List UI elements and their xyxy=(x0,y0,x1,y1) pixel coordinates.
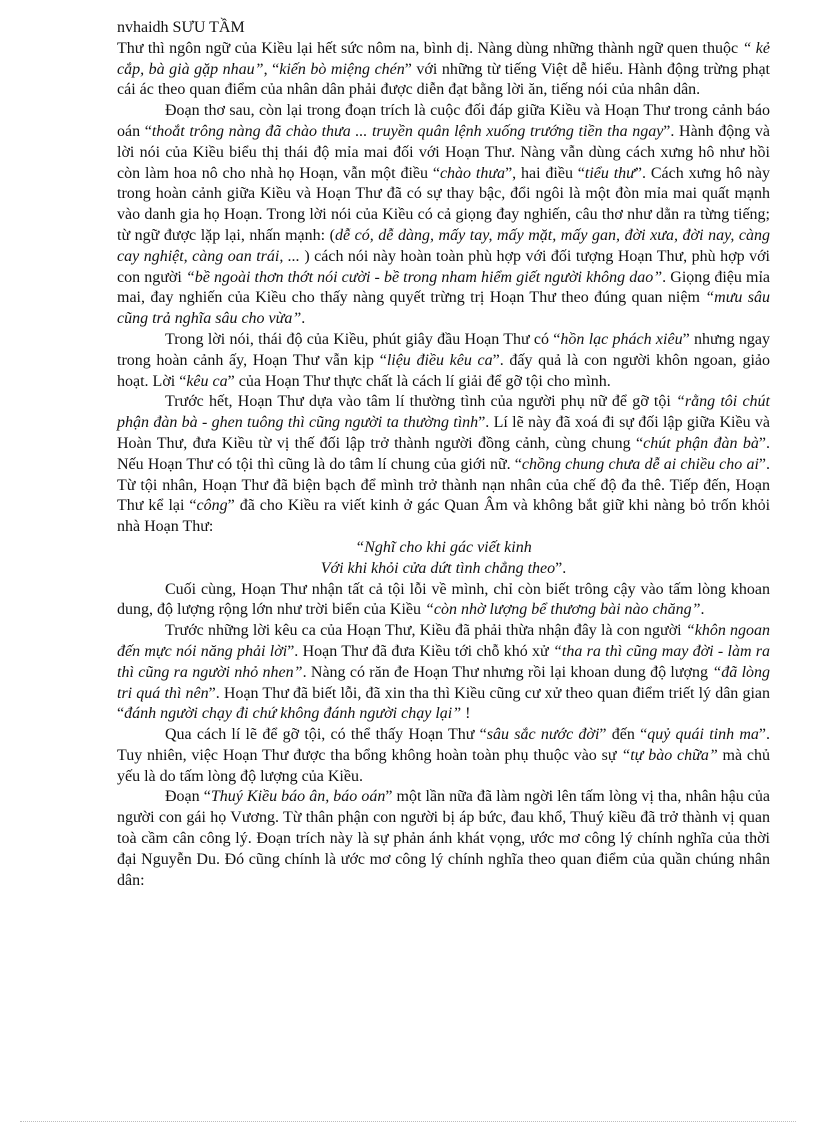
text-run: ”, hai điều “ xyxy=(505,164,585,182)
italic-phrase: kiến bò miệng chén xyxy=(279,60,405,78)
text-run: Cuối cùng, Hoạn Thư nhận tất cả tội lỗi về mình, chỉ còn biết trông cậy vào tấm lòng khoan dung, độ lượng rộng lớn như trời biển của Kiều xyxy=(117,580,770,619)
text-run: Thư thì ngôn ngữ của Kiều lại hết sức nôm na, bình dị. Nàng dùng những thành ngữ quen thuộc xyxy=(117,39,743,57)
italic-phrase: Thuý Kiều báo ân, báo oán xyxy=(210,788,386,806)
italic-phrase: quỷ quái tinh ma xyxy=(647,726,759,744)
paragraph-5 xyxy=(117,580,770,622)
text-run: ”. đấy quả là con người khôn ngoan, giảo hoạt. Lời “ xyxy=(117,351,770,390)
paragraph-7 xyxy=(117,725,770,787)
text-run: Đoạn “ xyxy=(165,788,211,806)
verse-quote xyxy=(117,538,770,580)
italic-phrase: tiểu thư xyxy=(584,164,635,182)
italic-phrase: chút phận đàn bà xyxy=(643,434,759,452)
text-run: ” đến “ xyxy=(599,726,648,744)
text-run: . Nàng có răn đe Hoạn Thư nhưng rồi lại khoan dung độ lượng xyxy=(302,663,713,681)
text-run: ”. Tuy nhiên, việc Hoạn Thư được tha bổng không hoàn toàn phụ thuộc vào sự xyxy=(117,726,771,764)
italic-phrase: “tự bào chữa” xyxy=(621,746,718,764)
text-run: ”. Từ tội nhân, Hoạn Thư đã biện bạch để mình trở thành nạn nhân của chế độ đa thê. Tiếp đến, Hoạn Thư kể lại “ xyxy=(117,455,770,515)
italic-phrase: “bề ngoài thơn thớt nói cười - bề trong nham hiểm giết người không dao” xyxy=(185,268,663,286)
text-run: , “ xyxy=(263,60,280,78)
text-run: . xyxy=(301,310,306,328)
paragraph-3 xyxy=(117,330,770,392)
italic-phrase: công xyxy=(196,497,228,515)
text-run: ” với những từ tiếng Việt dễ hiểu. Hành động trừng phạt cái ác theo quan điểm của nhân dân phải được diễn đạt bằng lời ăn, tiếng nói của nhân dân. xyxy=(117,60,770,99)
italic-phrase: thoắt trông nàng đã chào thưa ... truyền quân lệnh xuống trướng tiền tha ngay xyxy=(151,122,664,140)
italic-phrase: hồn lạc phách xiêu xyxy=(560,330,683,348)
italic-phrase: “ kẻ cắp, bà già gặp nhau” xyxy=(117,39,771,78)
paragraph-6 xyxy=(117,621,770,725)
text-run: ” của Hoạn Thư thực chất là cách lí giải để gỡ tội cho mình. xyxy=(227,372,611,390)
paragraph-4 xyxy=(117,392,770,538)
text-run: ”. xyxy=(555,559,567,577)
text-run: . Giọng điệu mỉa mai, đay nghiến của Kiều cho thấy nàng quyết trừng trị Hoạn Thư theo đúng quan niệm xyxy=(117,268,770,307)
italic-phrase: “đã lòng tri quá thì nên xyxy=(117,663,771,702)
text-run: ” nhưng ngay trong hoàn cảnh ấy, Hoạn Thư vẫn kịp “ xyxy=(117,330,771,369)
text-run: ” đã cho Kiều ra viết kinh ở gác Quan Âm và không bắt giữ khi nàng bỏ trốn khỏi nhà Hoạn Thư: xyxy=(117,497,771,536)
text-run: mà chủ yếu là do tấm lòng độ lượng của Kiều. xyxy=(117,746,770,785)
text-run: Qua cách lí lẽ để gỡ tội, có thể thấy Hoạn Thư “ xyxy=(165,726,487,744)
verse-line-2 xyxy=(117,559,770,580)
paragraph-8 xyxy=(117,787,770,891)
text-run: ”. Hành động và lời nói của Kiều biểu thị thái độ mỉa mai đối với Hoạn Thư. Nàng vẫn dùng cách xưng hô như hồi còn làm hoa nô cho nhà họ Hoạn, vẫn một điều “ xyxy=(117,122,771,182)
text-run: ) cách nói này hoàn toàn phù hợp với đối tượng Hoạn Thư, phù hợp với con người xyxy=(117,247,770,286)
italic-phrase: đánh người chạy đi chứ không đánh người chạy lại” xyxy=(124,705,462,723)
italic-phrase: chồng chung chưa dễ ai chiều cho ai xyxy=(521,455,759,473)
italic-phrase: liệu điều kêu ca xyxy=(386,351,493,369)
text-run: ” một lần nữa đã làm ngời lên tấm lòng vị tha, nhân hậu của người con gái họ Vương. Từ thân phận con người bị áp bức, đau khổ, Thuý kiều đã trở thành vị quan toà cầm cân công lý. Đoạn trích này là sự phản ánh khát vọng, ước mơ công lý chính nghĩa của thời đại Nguyễn Du. Đó cũng chính là ước mơ công lý chính nghĩa theo quan điểm của quần chúng nhân dân: xyxy=(117,788,770,889)
italic-phrase: chào thưa xyxy=(439,164,506,182)
text-run: ”. Nếu Hoạn Thư có tội thì cũng là do tâm lí chung của giới nữ. “ xyxy=(117,434,771,473)
italic-phrase: kêu ca xyxy=(186,372,228,390)
italic-phrase: “còn nhờ lượng bể thương bài nào chăng” xyxy=(425,601,701,619)
document-header: nvhaidh SƯU TẦM xyxy=(117,19,245,36)
text-run: ! xyxy=(461,705,471,723)
text-run: . xyxy=(700,601,705,619)
paragraph-1 xyxy=(117,39,770,101)
italic-phrase: “tha ra thì cũng may đời - làm ra thì cũng ra người nhỏ nhen” xyxy=(117,642,771,681)
italic-phrase: “rằng tôi chút phận đàn bà - ghen tuông thì cũng người ta thường tình xyxy=(117,393,771,432)
italic-phrase: “mưu sâu cũng trả nghĩa sâu cho vừa” xyxy=(117,289,771,328)
italic-phrase: sâu sắc nước đời xyxy=(486,726,600,744)
text-run: Trước hết, Hoạn Thư dựa vào tâm lí thường tình của người phụ nữ để gỡ tội xyxy=(165,393,676,411)
text-run: Trong lời nói, thái độ của Kiều, phút giây đầu Hoạn Thư có “ xyxy=(165,330,561,348)
text-run: ”. Cách xưng hô này trong hoàn cảnh giữa Kiều và Hoạn Thư đã có sự thay bậc, đổi ngôi là một đòn mỉa mai quất mạnh vào danh gia họ Hoạn. Trong lời nói của Kiều có cả giọng đay nghiến, câu thơ như dằn ra từng tiếng; từ ngữ được lặp lại, nhấn mạnh: ( xyxy=(117,164,771,244)
italic-phrase: “Nghĩ cho khi gác viết kinh xyxy=(355,538,532,556)
italic-phrase: Với khi khỏi cửa dứt tình chẳng theo xyxy=(320,559,556,577)
italic-phrase: “khôn ngoan đến mực nói năng phải lời xyxy=(117,622,771,660)
verse-line-1 xyxy=(117,538,770,559)
italic-phrase: dễ có, dễ dàng, mấy tay, mấy mặt, mấy gan, đời xưa, đời nay, càng cay nghiệt, càng oan trái, ... xyxy=(117,226,770,265)
paragraph-2 xyxy=(117,101,770,330)
text-run: ”. Hoạn Thư đã biết lỗi, đã xin tha thì Kiều cũng cư xử theo quan điểm triết lý dân gian “ xyxy=(117,684,771,723)
page-bottom-divider xyxy=(20,1121,796,1122)
document-page xyxy=(117,18,770,891)
text-run: Đoạn thơ sau, còn lại trong đoạn trích là cuộc đối đáp giữa Kiều và Hoạn Thư trong cảnh báo oán “ xyxy=(117,102,770,140)
text-run: ”. Hoạn Thư đã đưa Kiều tới chỗ khó xử xyxy=(287,642,554,660)
text-run: Trước những lời kêu ca của Hoạn Thư, Kiều đã phải thừa nhận đây là con người xyxy=(165,622,686,640)
text-run: ”. Lí lẽ này đã xoá đi sự đối lập giữa Kiều và Hoàn Thư, đưa Kiều từ vị thế đối lập trở thành người đồng cảnh, cùng chung “ xyxy=(117,414,770,452)
